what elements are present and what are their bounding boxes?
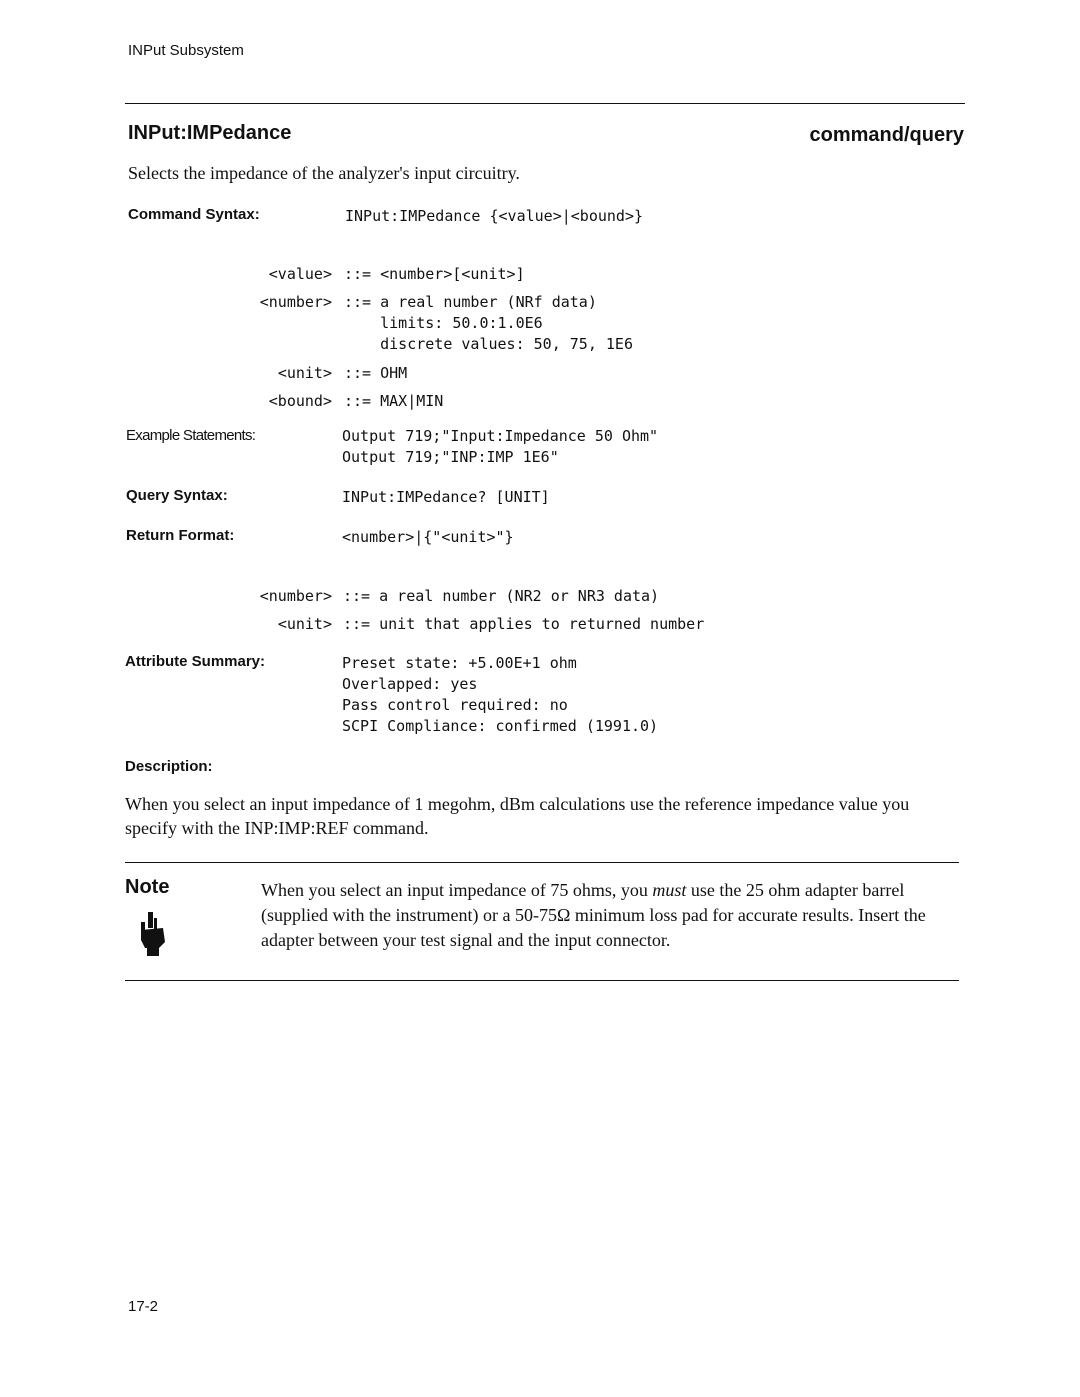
def-term: <bound> [268,392,332,410]
def-text: ::= a real number (NRf data) limits: 50.0:1.0E6 discrete values: 50, 75, 1E6 [344,293,633,353]
note-emphasis: must [652,880,687,900]
example-label: Example Statements: [126,427,256,444]
def-text: ::= MAX|MIN [344,392,444,410]
return-format-text: <number>|{"<unit>"} [342,528,514,546]
description-label: Description: [125,758,213,775]
note-top-rule [125,862,959,863]
def-term: <value> [268,265,332,283]
attribute-line: SCPI Compliance: confirmed (1991.0) [342,717,659,735]
note-text: When you select an input impedance of 75 ohms, you must use the 25 ohm adapter barrel (supplied with the instrument) or a 50-75Ω minimum loss pad for accurate results. Insert the adapter between your test signal and the input connector. [261,880,926,950]
example-line: Output 719;"Input:Impedance 50 Ohm" [342,427,659,445]
query-syntax-label: Query Syntax: [126,487,228,504]
def-text: ::= unit that applies to returned number [343,615,705,633]
note-bottom-rule [125,980,959,981]
def-text: ::= a real number (NR2 or NR3 data) [343,587,660,605]
intro-text: Selects the impedance of the analyzer's input circuitry. [128,163,520,183]
return-format-label: Return Format: [126,527,235,544]
attribute-line: Overlapped: yes [342,675,478,693]
running-header: INPut Subsystem [128,42,244,59]
page-number: 17-2 [128,1298,159,1315]
pointing-hand-icon [139,912,167,956]
command-syntax-label: Command Syntax: [128,206,260,223]
def-text: ::= OHM [344,364,408,382]
def-term: <number> [259,587,332,605]
def-term: <unit> [277,615,332,633]
query-syntax-text: INPut:IMPedance? [UNIT] [342,488,550,506]
attribute-line: Pass control required: no [342,696,568,714]
description-text: When you select an input impedance of 1 megohm, dBm calculations use the reference impedance value you specify with the INP:IMP:REF command. [125,794,910,838]
attribute-line: Preset state: +5.00E+1 ohm [342,654,577,672]
example-line: Output 719;"INP:IMP 1E6" [342,448,559,466]
header-rule [125,103,965,104]
def-term: <number> [259,293,332,311]
attribute-summary-label: Attribute Summary: [125,653,266,670]
def-text: ::= <number>[<unit>] [344,265,525,283]
note-label: Note [125,876,170,898]
command-syntax-text: INPut:IMPedance {<value>|<bound>} [345,207,644,225]
def-term: <unit> [277,364,332,382]
command-title: INPut:IMPedance [128,122,292,144]
command-kind: command/query [809,124,964,146]
